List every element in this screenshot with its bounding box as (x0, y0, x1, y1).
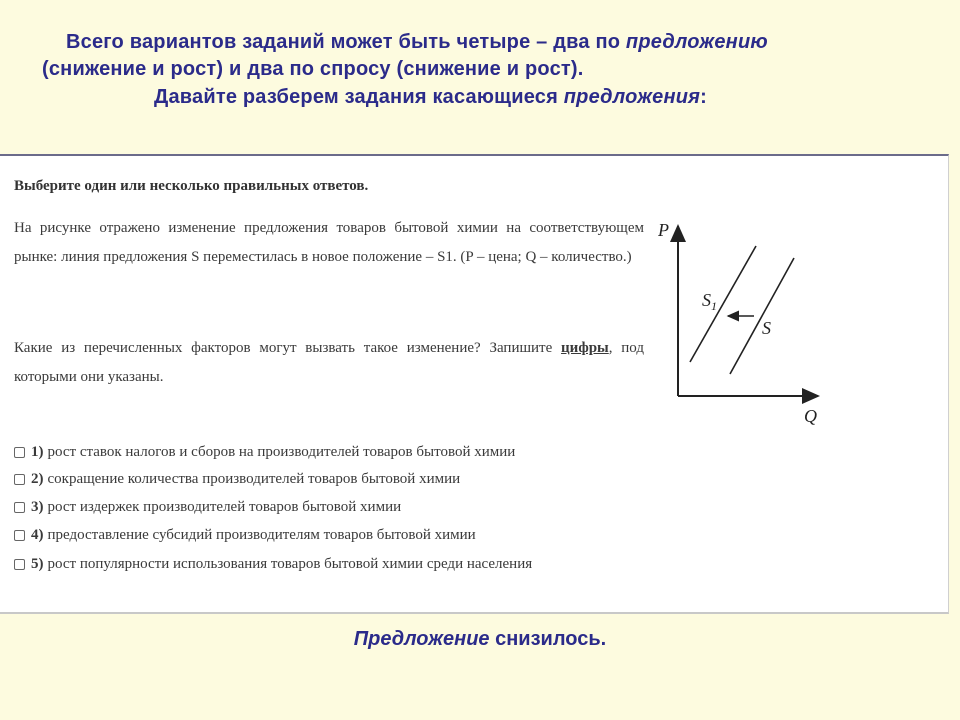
option-3[interactable]: 3) рост издержек производителей товаров бытовой химии (14, 499, 401, 516)
task-question: Какие из перечисленных факторов могут вызвать такое изменение? Запишите цифры, под которыми они указаны. (14, 340, 644, 385)
option-1[interactable]: 1) рост ставок налогов и сборов на производителей товаров бытовой химии (14, 444, 515, 461)
supply-shift-graph (658, 208, 858, 448)
option-5[interactable]: 5) рост популярности использования товаров бытовой химии среди населения (14, 556, 532, 573)
task-panel (0, 154, 949, 614)
checkbox-3[interactable] (14, 502, 25, 513)
curve-label-s1: $S_1$ (702, 290, 717, 313)
header-line-3: Давайте разберем задания касающиеся предложения: (154, 86, 708, 108)
checkbox-2[interactable] (14, 474, 25, 485)
slide-header (0, 0, 960, 150)
task-title: Выберите один или несколько правильных ответов. (14, 178, 369, 194)
option-4[interactable]: 4) предоставление субсидий производителям товаров бытовой химии (14, 527, 476, 544)
task-description: На рисунке отражено изменение предложения товаров бытовой химии на соответствующем рынке: линия предложения S переместилась в новое положение – S1. (P – цена; Q – количество.) (14, 220, 644, 265)
header-line-2: (снижение и рост) и два по спросу (снижение и рост). (42, 58, 584, 80)
curve-label-s: S (762, 318, 771, 338)
conclusion-text: Предложение снизилось. (353, 628, 607, 650)
y-axis-label: P (658, 220, 669, 240)
option-2[interactable]: 2) сокращение количества производителей товаров бытовой химии (14, 471, 460, 488)
x-axis-label: Q (804, 406, 817, 426)
checkbox-4[interactable] (14, 530, 25, 541)
checkbox-1[interactable] (14, 447, 25, 458)
header-line-1: Всего вариантов заданий может быть четыре – два по предложению (66, 31, 768, 53)
checkbox-5[interactable] (14, 559, 25, 570)
